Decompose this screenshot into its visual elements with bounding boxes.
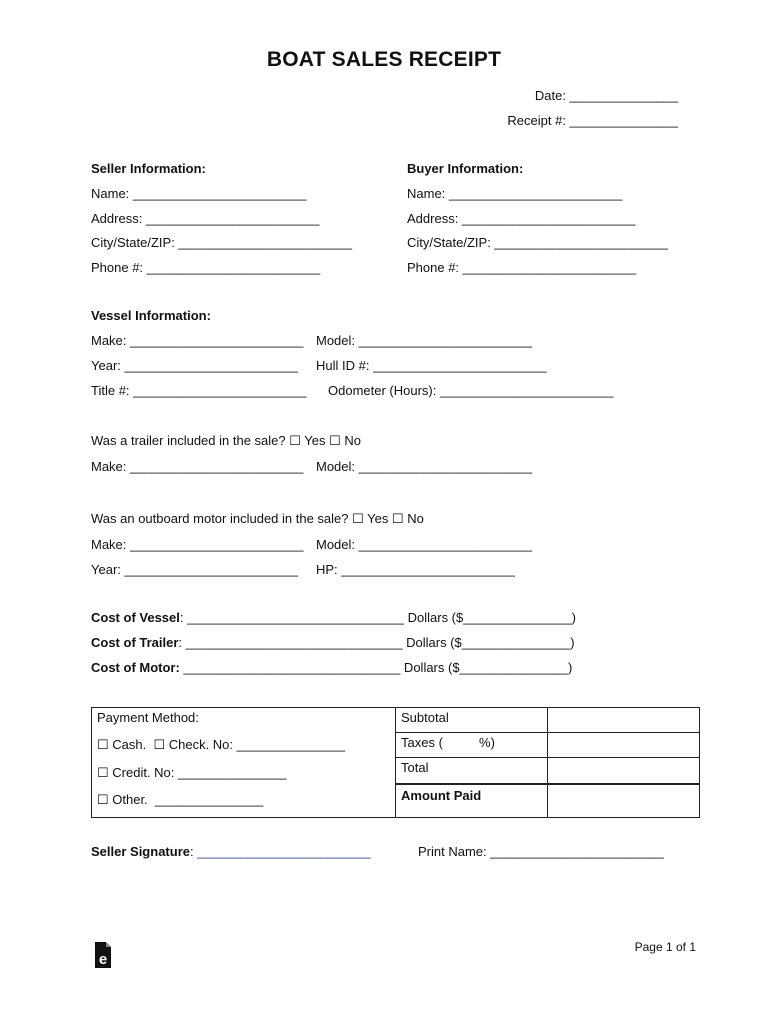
taxes-value[interactable] bbox=[548, 733, 700, 758]
svg-text:e: e bbox=[98, 951, 108, 968]
cost-motor-label: Cost of Motor: bbox=[91, 660, 180, 675]
seller-address-field[interactable]: Address: ________________________ bbox=[91, 211, 320, 226]
credit-option[interactable]: ☐ Credit. No: _______________ bbox=[92, 758, 396, 784]
cost-trailer-line: : ______________________________ Dollars ($_______________) bbox=[178, 635, 575, 650]
amount-paid-label: Amount Paid bbox=[396, 784, 548, 818]
subtotal-value[interactable] bbox=[548, 708, 700, 733]
print-name-field[interactable]: Print Name: ________________________ bbox=[418, 844, 664, 859]
seller-signature-field[interactable] bbox=[91, 844, 371, 859]
seller-signature-colon: : bbox=[189, 844, 198, 859]
trailer-make-field[interactable]: Make: ________________________ bbox=[91, 459, 304, 474]
vessel-model-field[interactable]: Model: ________________________ bbox=[316, 333, 533, 348]
cash-check-option[interactable]: ☐ Cash. ☐ Check. No: _______________ bbox=[92, 733, 396, 758]
seller-signature-label: Seller Signature bbox=[91, 844, 190, 859]
buyer-info-heading: Buyer Information: bbox=[407, 161, 524, 176]
vessel-info-heading: Vessel Information: bbox=[91, 308, 211, 323]
date-field[interactable]: Date: _______________ bbox=[534, 88, 678, 103]
other-option[interactable]: ☐ Other. _______________ bbox=[92, 784, 396, 818]
cost-vessel-field[interactable] bbox=[91, 610, 576, 625]
buyer-phone-field[interactable]: Phone #: ________________________ bbox=[407, 260, 637, 275]
amount-paid-value[interactable] bbox=[548, 784, 700, 818]
payment-table bbox=[91, 707, 700, 818]
payment-method-label: Payment Method: bbox=[92, 708, 396, 733]
trailer-question[interactable]: Was a trailer included in the sale? ☐ Yes ☐ No bbox=[91, 433, 361, 448]
motor-make-field[interactable]: Make: ________________________ bbox=[91, 537, 304, 552]
motor-year-field[interactable]: Year: ________________________ bbox=[91, 562, 299, 577]
cost-vessel-label: Cost of Vessel bbox=[91, 610, 180, 625]
total-label: Total bbox=[396, 758, 548, 784]
motor-model-field[interactable]: Model: ________________________ bbox=[316, 537, 533, 552]
trailer-model-field[interactable]: Model: ________________________ bbox=[316, 459, 533, 474]
cost-motor-field[interactable] bbox=[91, 660, 572, 675]
buyer-address-field[interactable]: Address: ________________________ bbox=[407, 211, 636, 226]
motor-question[interactable]: Was an outboard motor included in the sale? ☐ Yes ☐ No bbox=[91, 511, 424, 526]
cost-trailer-label: Cost of Trailer bbox=[91, 635, 179, 650]
seller-name-field[interactable]: Name: ________________________ bbox=[91, 186, 307, 201]
page-number: Page 1 of 1 bbox=[634, 940, 696, 954]
vessel-title-field[interactable]: Title #: ________________________ bbox=[91, 383, 307, 398]
total-value[interactable] bbox=[548, 758, 700, 784]
buyer-name-field[interactable]: Name: ________________________ bbox=[407, 186, 623, 201]
motor-hp-field[interactable]: HP: ________________________ bbox=[316, 562, 515, 577]
buyer-city-field[interactable]: City/State/ZIP: ________________________ bbox=[407, 235, 668, 250]
vessel-odometer-field[interactable]: Odometer (Hours): ________________________ bbox=[328, 383, 614, 398]
taxes-label: Taxes ( %) bbox=[396, 733, 548, 758]
receipt-number-field[interactable]: Receipt #: _______________ bbox=[507, 113, 678, 128]
seller-info-heading: Seller Information: bbox=[91, 161, 206, 176]
vessel-hull-id-field[interactable]: Hull ID #: ________________________ bbox=[316, 358, 547, 373]
seller-phone-field[interactable]: Phone #: ________________________ bbox=[91, 260, 321, 275]
subtotal-label: Subtotal bbox=[396, 708, 548, 733]
cost-vessel-line: : ______________________________ Dollars ($_______________) bbox=[179, 610, 577, 625]
vessel-year-field[interactable]: Year: ________________________ bbox=[91, 358, 299, 373]
seller-city-field[interactable]: City/State/ZIP: ________________________ bbox=[91, 235, 352, 250]
seller-signature-line[interactable]: ________________________ bbox=[197, 844, 371, 859]
cost-trailer-field[interactable] bbox=[91, 635, 575, 650]
cost-motor-line: ______________________________ Dollars ($_______________) bbox=[179, 660, 573, 675]
eforms-logo-icon bbox=[93, 940, 113, 970]
page-title: BOAT SALES RECEIPT bbox=[266, 48, 502, 71]
vessel-make-field[interactable]: Make: ________________________ bbox=[91, 333, 304, 348]
